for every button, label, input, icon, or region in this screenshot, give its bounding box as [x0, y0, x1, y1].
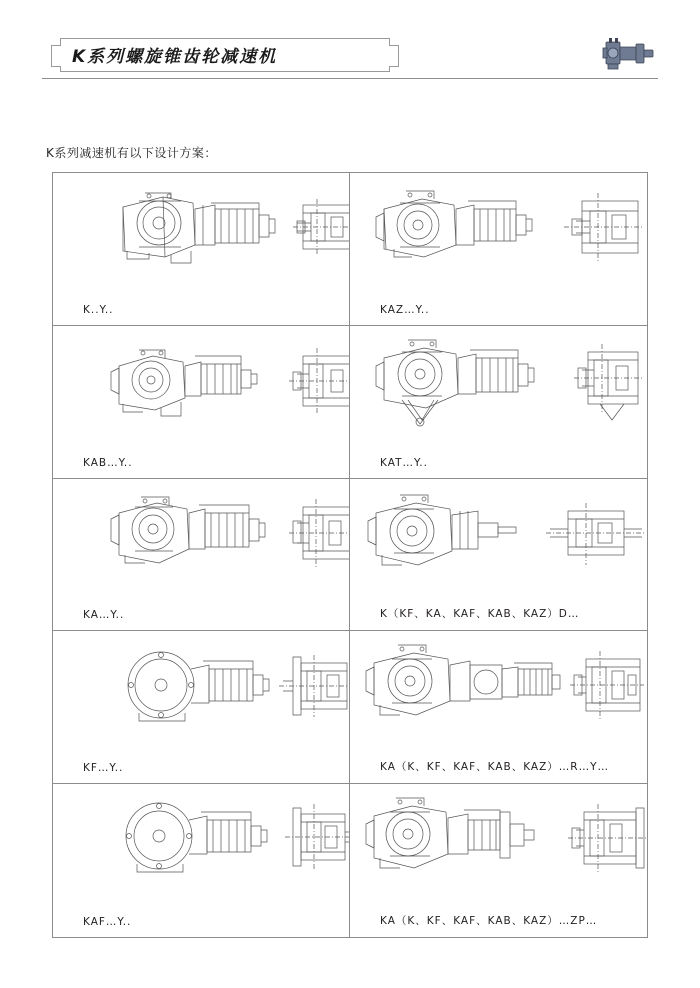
figure-drawing-kaf-y [53, 790, 349, 896]
header-divider [42, 78, 658, 79]
figure-drawing-k-y [53, 179, 349, 285]
figure-cell [350, 631, 647, 784]
figure-drawing-kf-y [53, 637, 349, 743]
figure-cell [350, 326, 647, 479]
figure-cell [53, 479, 350, 632]
figure-label: KAB…Y.. [83, 456, 133, 469]
figure-cell [53, 173, 350, 326]
intro-text: K系列减速机有以下设计方案： [46, 146, 217, 160]
figure-label: K（KF、KA、KAF、KAB、KAZ）D… [380, 608, 580, 621]
figure-label: KAZ…Y.. [380, 303, 430, 316]
figure-drawing-k-d [350, 485, 647, 591]
figure-label: KF…Y.. [83, 762, 124, 775]
figure-label: KA…Y.. [83, 609, 125, 622]
figure-label: K..Y.. [83, 303, 114, 316]
figure-label: KAF…Y.. [83, 916, 132, 928]
page [0, 38, 700, 988]
figure-cell [350, 173, 647, 326]
figure-label: KA（K、KF、KAF、KAB、KAZ）…ZP… [380, 915, 598, 927]
design-variant-grid [52, 172, 648, 938]
figure-drawing-kat-y [350, 332, 647, 438]
gearbox-logo-icon [600, 36, 658, 76]
figure-cell [350, 784, 647, 937]
figure-drawing-kaz-y [350, 179, 647, 285]
figure-label: KAT…Y.. [380, 456, 428, 469]
figure-drawing-kab-y [53, 332, 349, 438]
figure-drawing-ka-zp [350, 790, 647, 896]
figure-drawing-ka-r-y [350, 637, 647, 743]
figure-cell [350, 479, 647, 632]
figure-cell [53, 326, 350, 479]
figure-label: KA（K、KF、KAF、KAB、KAZ）…R…Y… [380, 761, 609, 774]
page-title: K系列螺旋锥齿轮减速机 [72, 47, 278, 67]
figure-cell [53, 631, 350, 784]
figure-drawing-ka-y [53, 485, 349, 591]
page-header [42, 38, 658, 82]
figure-cell [53, 784, 350, 937]
